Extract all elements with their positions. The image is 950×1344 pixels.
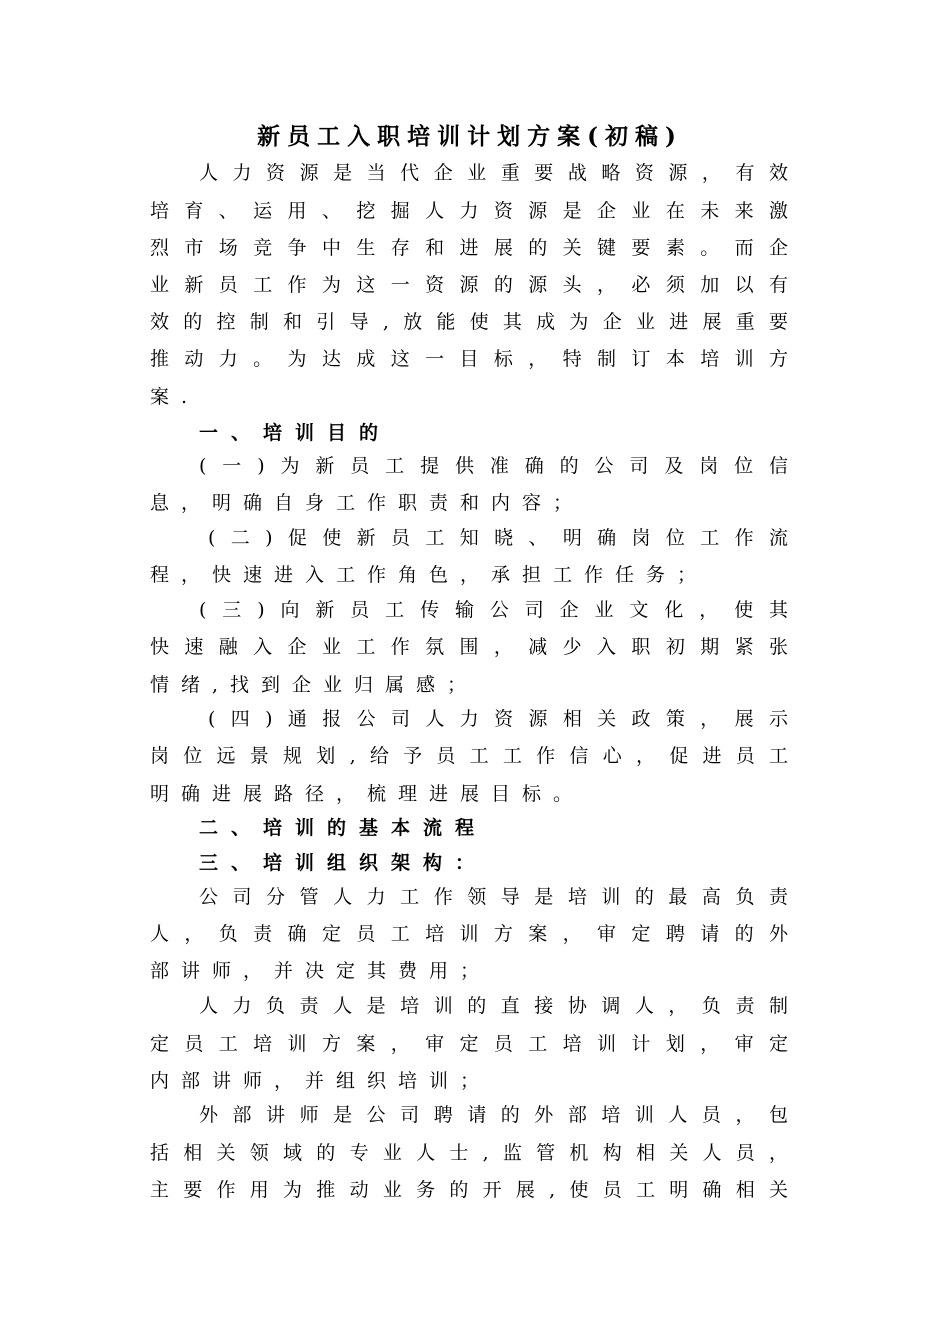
paragraph-line: 快速融入企业工作氛围，减少入职初期紧张 [150,636,788,658]
paragraph-line: (一)为新员工提供准确的公司及岗位信 [199,455,788,477]
paragraph-line: 人力负责人是培训的直接协调人，负责制 [199,995,788,1017]
paragraph-line: 人力资源是当代企业重要战略资源，有效 [199,162,788,184]
paragraph-line: 内部讲师，并组织培训； [150,1070,492,1092]
paragraph-line: 主要作用为推动业务的开展,使员工明确相关 [150,1179,788,1201]
paragraph-line: 推动力。为达成这一目标，特制订本培训方 [150,348,788,370]
section-heading: 三、培训组织架构： [199,852,488,874]
paragraph-line: 程，快速进入工作角色，承担工作任务； [150,564,709,586]
paragraph-line: (二)促使新员工知晓、明确岗位工作流 [208,527,788,549]
paragraph-line: 烈市场竞争中生存和进展的关键要素。而企 [150,237,788,259]
paragraph-line: 效的控制和引导,放能使其成为企业进展重要 [150,311,788,333]
paragraph-line: (四)通报公司人力资源相关政策，展示 [208,708,788,730]
paragraph-line: 业新员工作为这一资源的源头，必须加以有 [150,274,788,296]
paragraph-line: 定员工培训方案，审定员工培训计划，审定 [150,1033,788,1055]
document-title: 新员工入职培训计划方案(初稿) [257,123,683,150]
paragraph-line: 人，负责确定员工培训方案，审定聘请的外 [150,923,788,945]
paragraph-line: (三)向新员工传输公司企业文化，使其 [199,599,788,621]
paragraph-line: 案. [150,386,200,408]
section-heading: 一、培训目的 [199,422,392,444]
paragraph-line: 部讲师，并决定其费用； [150,960,492,982]
paragraph-line: 息，明确自身工作职责和内容； [150,492,585,514]
section-heading: 二、培训的基本流程 [199,817,488,839]
paragraph-line: 外部讲师是公司聘请的外部培训人员，包 [199,1104,788,1126]
paragraph-line: 岗位远景规划,给予员工工作信心，促进员工 [150,745,788,767]
paragraph-line: 明确进展路径，梳理进展目标。 [150,783,585,805]
paragraph-line: 情绪,找到企业归属感； [150,674,479,696]
paragraph-line: 培育、运用、挖掘人力资源是企业在未来激 [150,200,788,222]
paragraph-line: 公司分管人力工作领导是培训的最高负责 [199,886,788,908]
paragraph-line: 括相关领域的专业人士,监管机构相关人员， [150,1142,788,1164]
